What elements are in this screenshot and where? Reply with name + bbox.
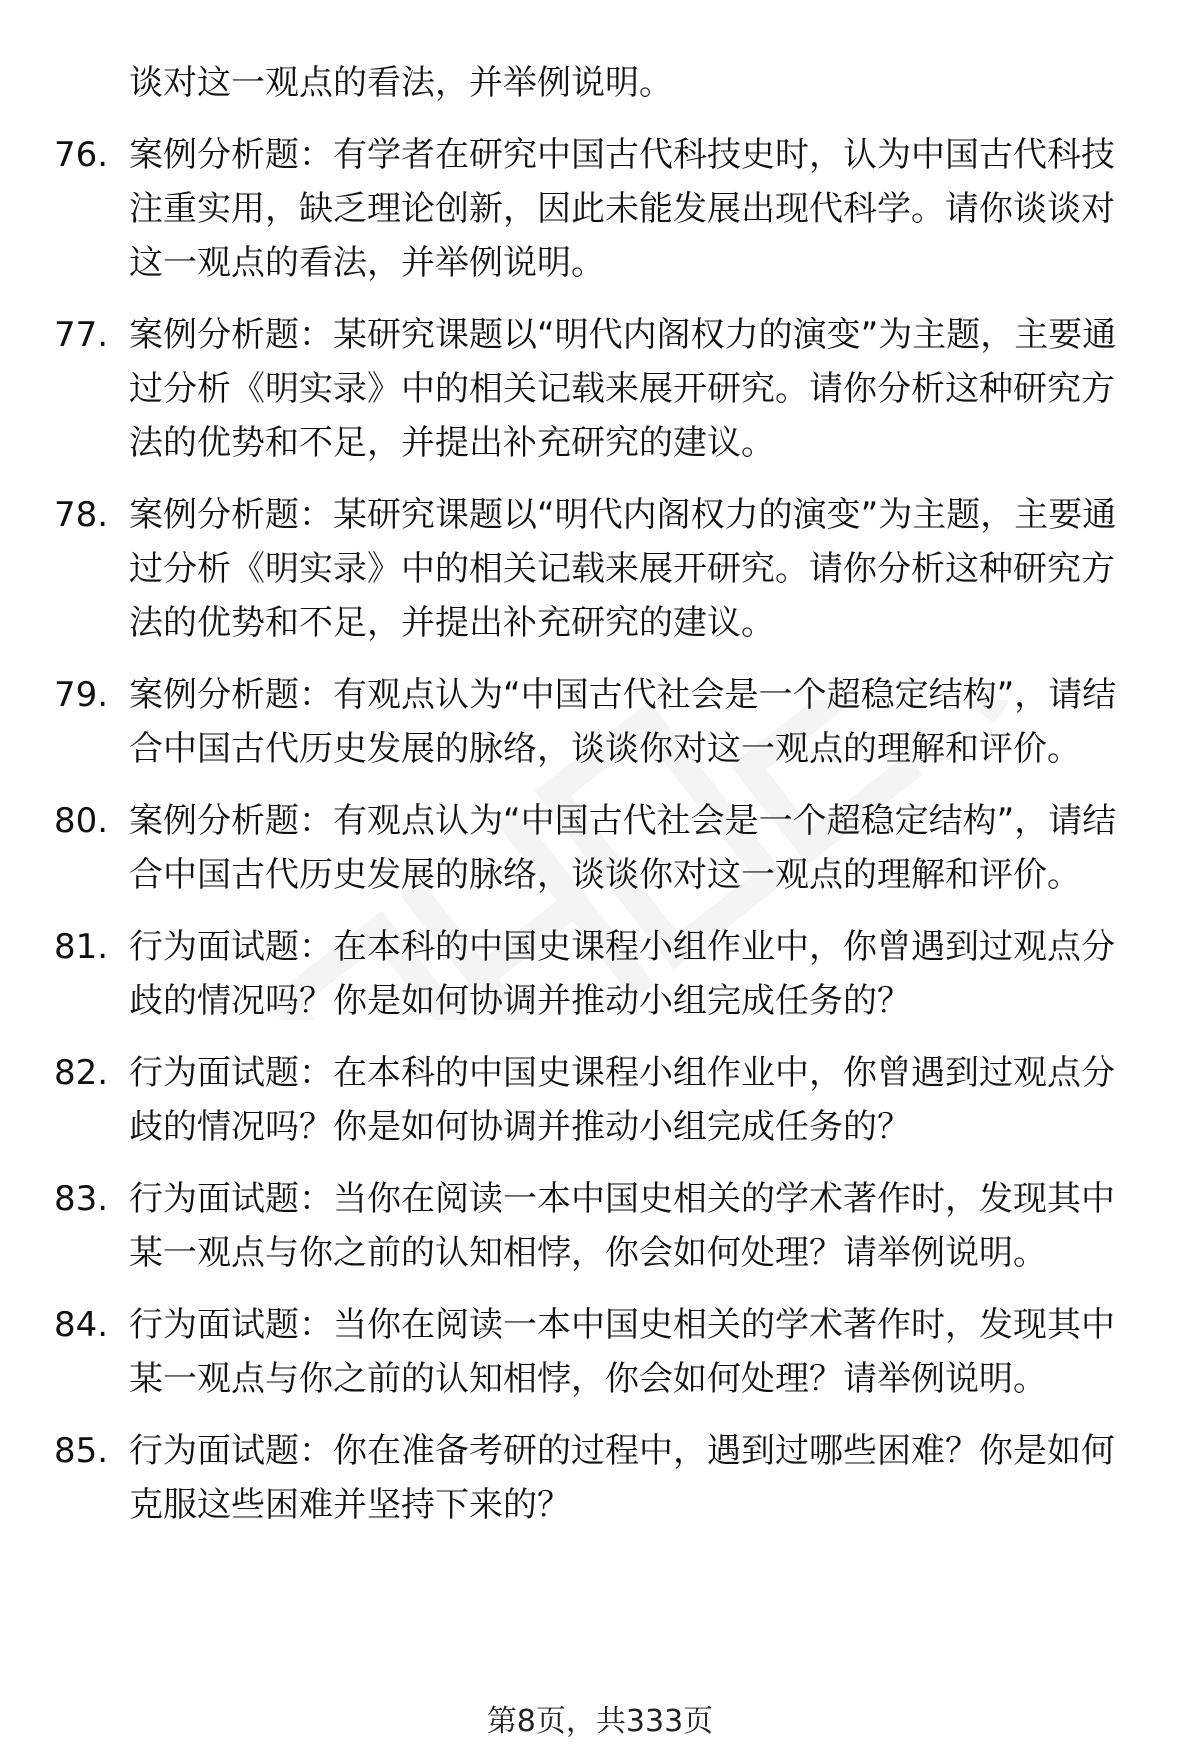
question-item: [0, 668, 1200, 776]
question-number: 77.: [54, 315, 109, 355]
question-text: 行为面试题：在本科的中国史课程小组作业中，你曾遇到过观点分歧的情况吗？你是如何协调并推动小组完成任务的？: [129, 1053, 1115, 1147]
question-item: [0, 1046, 1200, 1154]
question-text: 案例分析题：有观点认为“中国古代社会是一个超稳定结构”，请结合中国古代历史发展的脉络，谈谈你对这一观点的理解和评价。: [129, 675, 1117, 769]
question-text: 案例分析题：有观点认为“中国古代社会是一个超稳定结构”，请结合中国古代历史发展的脉络，谈谈你对这一观点的理解和评价。: [129, 801, 1117, 895]
question-text: 行为面试题：当你在阅读一本中国史相关的学术著作时，发现其中某一观点与你之前的认知相悖，你会如何处理？请举例说明。: [129, 1179, 1115, 1273]
question-number: 84.: [54, 1305, 109, 1345]
question-number: 83.: [54, 1179, 109, 1219]
question-text: 行为面试题：你在准备考研的过程中，遇到过哪些困难？你是如何克服这些困难并坚持下来的？: [129, 1431, 1115, 1525]
question-list: [0, 128, 1200, 1550]
question-item: [0, 794, 1200, 902]
question-number: 81.: [54, 927, 109, 967]
question-text: 行为面试题：在本科的中国史课程小组作业中，你曾遇到过观点分歧的情况吗？你是如何协调并推动小组完成任务的？: [129, 927, 1115, 1021]
question-text: 案例分析题：某研究课题以“明代内阁权力的演变”为主题，主要通过分析《明实录》中的相关记载来展开研究。请你分析这种研究方法的优势和不足，并提出补充研究的建议。: [129, 495, 1117, 643]
question-item: [0, 308, 1200, 470]
question-item: [0, 920, 1200, 1028]
continued-question-text: 谈对这一观点的看法，并举例说明。: [129, 63, 673, 103]
question-number: 80.: [54, 801, 109, 841]
question-item: [0, 1172, 1200, 1280]
question-item: [0, 488, 1200, 650]
question-text: 案例分析题：某研究课题以“明代内阁权力的演变”为主题，主要通过分析《明实录》中的相关记载来展开研究。请你分析这种研究方法的优势和不足，并提出补充研究的建议。: [129, 315, 1117, 463]
question-item: [0, 1298, 1200, 1406]
question-number: 82.: [54, 1053, 109, 1093]
question-number: 76.: [54, 135, 109, 175]
question-number: 78.: [54, 495, 109, 535]
question-text: 行为面试题：当你在阅读一本中国史相关的学术著作时，发现其中某一观点与你之前的认知相悖，你会如何处理？请举例说明。: [129, 1305, 1115, 1399]
question-item: [0, 1424, 1200, 1532]
question-number: 79.: [54, 675, 109, 715]
question-item: [0, 128, 1200, 290]
question-number: 85.: [54, 1431, 109, 1471]
question-text: 案例分析题：有学者在研究中国古代科技史时，认为中国古代科技注重实用，缺乏理论创新，因此未能发展出现代科学。请你谈谈对这一观点的看法，并举例说明。: [129, 135, 1115, 283]
page-footer: 第8页，共333页: [486, 1704, 714, 1739]
